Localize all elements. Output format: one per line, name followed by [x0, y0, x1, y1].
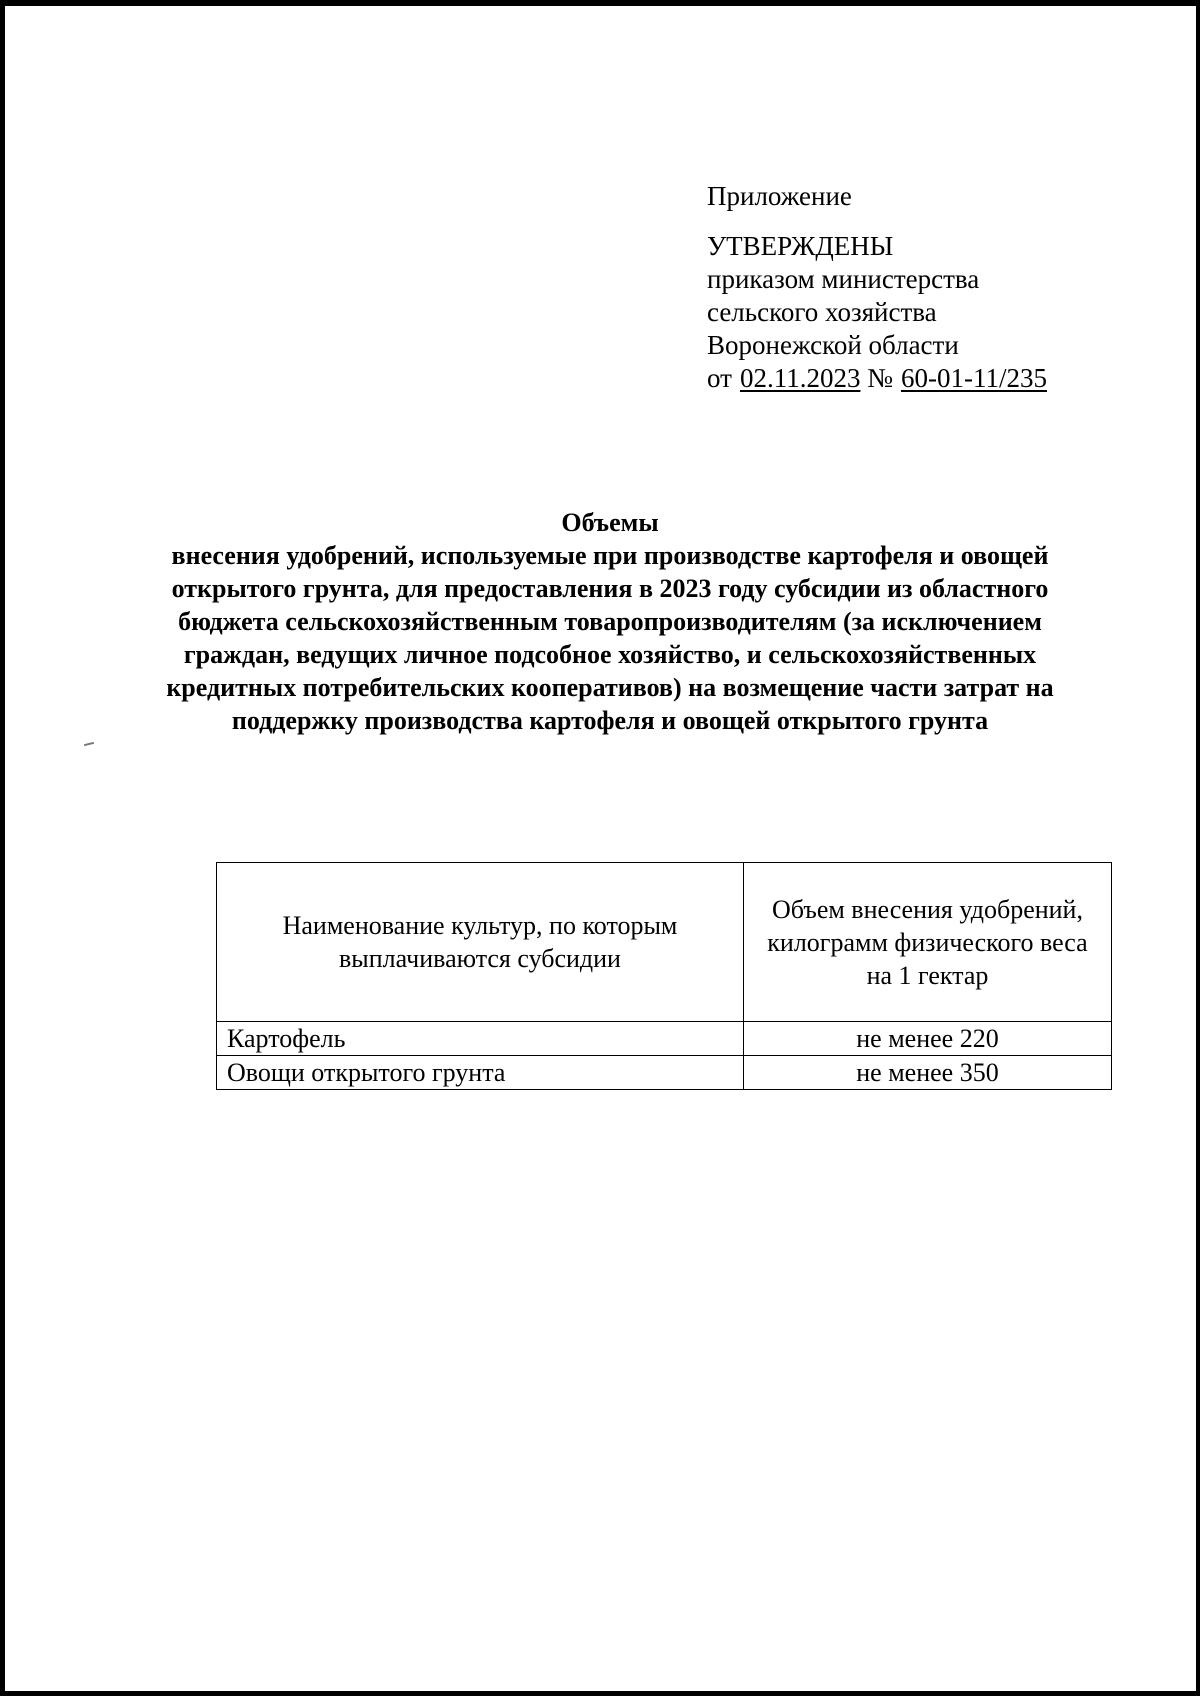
order-number: 60-01-11/235	[900, 363, 1047, 393]
crop-name-cell: Овощи открытого грунта	[217, 1056, 744, 1090]
scan-edge-bottom	[0, 1691, 1200, 1696]
approval-block	[707, 180, 1047, 395]
scan-edge-left	[0, 0, 5, 1696]
document-subtitle: внесения удобрений, используемые при производстве картофеля и овощей открытого грунта, для предоставления в 2023 году субсидии из областного бюджета сельскохозяйственным товаропроизводителям (за исключением граждан, ведущих личное подсобное хозяйство, и сельскохозяйственных кредитных потребительских кооперативов) на возмещение части затрат на поддержку производства картофеля и овощей открытого грунта	[166, 541, 1054, 735]
order-from-label: от	[707, 363, 732, 393]
table-row	[217, 1056, 1112, 1090]
column-header-volume: Объем внесения удобрений, килограмм физического веса на 1 гектар	[744, 863, 1112, 1022]
volume-cell: не менее 350	[744, 1056, 1112, 1090]
approved-label: УТВЕРЖДЕНЫ	[707, 231, 894, 261]
approval-line-2: сельского хозяйства	[707, 297, 937, 327]
table-row	[217, 1022, 1112, 1056]
crop-name-cell: Картофель	[217, 1022, 744, 1056]
order-number-label: №	[867, 363, 893, 393]
scan-edge-right	[1196, 0, 1200, 1696]
document-title: Объемы	[561, 508, 659, 537]
approval-line-1: приказом министерства	[707, 264, 980, 294]
approval-line-3: Воронежской области	[707, 330, 959, 360]
column-header-crop: Наименование культур, по которым выплачиваются субсидии	[217, 863, 744, 1022]
order-reference	[707, 362, 1047, 395]
volume-cell: не менее 220	[744, 1022, 1112, 1056]
scan-edge-top	[0, 0, 1200, 6]
table-header-row	[217, 863, 1112, 1022]
fertilizer-volume-table	[216, 862, 1112, 1090]
appendix-label: Приложение	[707, 181, 852, 211]
order-date: 02.11.2023	[739, 363, 861, 393]
document-heading	[150, 506, 1070, 737]
scan-artifact-mark	[84, 742, 94, 746]
